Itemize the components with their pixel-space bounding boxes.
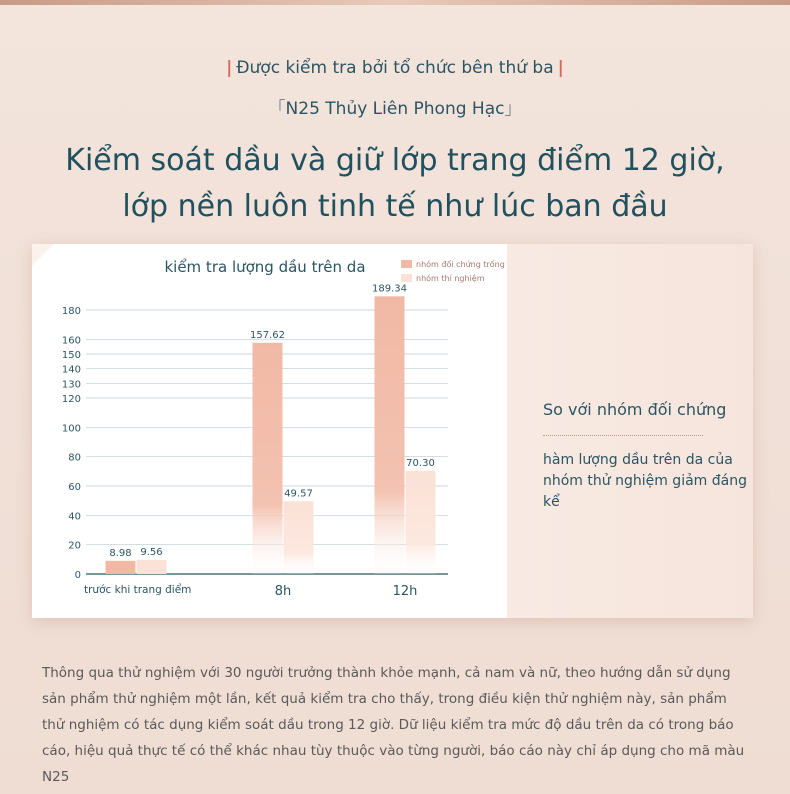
y-tick-label: 60 xyxy=(68,482,81,493)
top-border xyxy=(0,0,790,5)
y-tick-label: 160 xyxy=(61,335,81,347)
separator-left: | xyxy=(226,58,233,78)
bar-test xyxy=(284,501,314,574)
headline xyxy=(0,138,790,230)
bar-test xyxy=(137,560,167,574)
test-disclaimer: Thông qua thử nghiệm với 30 người trưởng thành khỏe mạnh, cả nam và nữ, theo hướng dẫn sử dụng sản phẩm thử nghiệm một lần, kết quả kiểm tra cho thấy, trong điều kiện thử nghiệm này, sản phẩm thử nghiệm có tác dụng kiểm soát dầu trong 12 giờ. Dữ liệu kiểm tra mức độ dầu trên da có trong báo cáo, hiệu quả thực tế có thể khác nhau tùy thuộc vào từng người, báo cáo này chỉ áp dụng cho mã màu N25 xyxy=(42,665,745,785)
y-tick-label: 180 xyxy=(61,306,81,317)
dotted-divider xyxy=(543,435,703,436)
y-tick-label: 100 xyxy=(61,423,81,435)
data-label: 9.56 xyxy=(140,546,163,558)
bar-control xyxy=(253,343,283,574)
data-label: 49.57 xyxy=(284,488,313,500)
x-tick-label: trước khi trang điểm xyxy=(84,584,192,596)
y-tick-label: 140 xyxy=(61,364,81,376)
data-label: 8.98 xyxy=(109,547,132,559)
x-tick-label: 12h xyxy=(392,584,418,599)
y-tick-label: 150 xyxy=(61,350,81,361)
bar-control xyxy=(375,296,405,574)
data-label: 157.62 xyxy=(250,329,285,341)
verification-banner xyxy=(0,58,790,78)
y-tick-label: 20 xyxy=(68,540,81,552)
comparison-description: hàm lượng dầu trên da của nhóm thử nghiệm giảm đáng kể xyxy=(543,452,747,510)
separator-right: | xyxy=(557,58,564,78)
y-tick-label: 120 xyxy=(61,394,81,405)
y-tick-label: 40 xyxy=(68,511,81,523)
verified-text: Được kiểm tra bởi tổ chức bên thứ ba xyxy=(236,58,554,78)
chart-title: kiểm tra lượng dầu trên da xyxy=(164,258,366,276)
y-tick-label: 130 xyxy=(61,379,81,391)
product-name: 「N25 Thủy Liên Phong Hạc」 xyxy=(268,99,522,119)
x-tick-label: 8h xyxy=(274,584,292,599)
headline-line-2: lớp nền luôn tinh tế như lúc ban đầu xyxy=(122,189,668,224)
data-label: 189.34 xyxy=(372,283,407,295)
bar-test xyxy=(406,471,436,574)
y-tick-label: 0 xyxy=(74,570,81,581)
bar-control xyxy=(106,561,136,574)
legend-label-test: nhóm thí nghiệm xyxy=(416,273,485,283)
comparison-title: So với nhóm đối chứng xyxy=(543,400,727,419)
y-tick-label: 80 xyxy=(68,452,81,464)
bar-chart xyxy=(32,244,507,618)
data-label: 70.30 xyxy=(406,457,435,469)
legend-label-control: nhóm đối chứng trống xyxy=(416,259,505,269)
headline-line-1: Kiểm soát dầu và giữ lớp trang điểm 12 giờ, xyxy=(65,143,725,178)
